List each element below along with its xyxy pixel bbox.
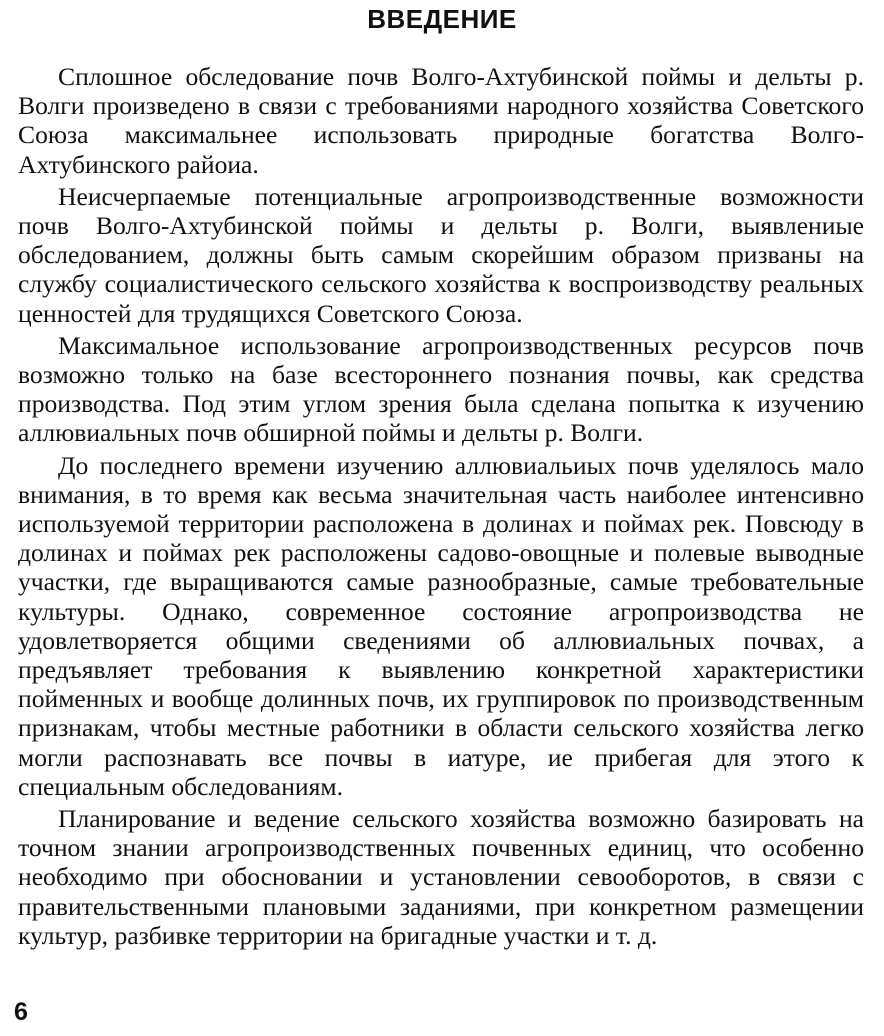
paragraph-4: До последнего времени изучению аллювиальиых почв уделялось мало внимания, в то время как весьма значительная часть наиболее интенсивно используемой территории расположена в долинах и поймах рек. Повсюду в долинах и поймах рек расположены садово-овощные и полевые выводные участки, где выращиваются самые разнообразные, самые требовательные культуры. Однако, современное состояние агропроизводства не удовлетворяется общими сведениями об аллювиальных почвах, а предъявляет требования к выявлению конкретной характеристики пойменных и вообще долинных почв, их группировок по производственным признакам, чтобы местные работники в области сельского хозяйства легко могли распознавать все почвы в иатуре, ие прибегая для этого к специальным обследованиям. — [18, 450, 864, 801]
paragraph-2: Неисчерпаемые потенциальные агропроизводственные возможности почв Волго-Ахтубинской поймы и дельты р. Волги, выявлениые обследованием, должны быть самым скорейшим образом призваны на службу социалистического сельского хозяйства к воспроизводству реальных ценностей для трудящихся Советского Союза. — [18, 181, 864, 328]
body-text — [18, 62, 864, 953]
paragraph-3: Максимальное использование агропроизводственных ресурсов почв возможно только на базе всестороннего познания почвы, как средства производства. Под этим углом зрения была сделана попытка к изучению аллювиальных почв обширной поймы и дельты р. Волги. — [18, 330, 864, 448]
paragraph-1: Сплошное обследование почв Волго-Ахтубинской поймы и дельты р. Волги произведено в связи с требованиями народного хозяйства Советского Союза максимальнее использовать природные богатства Волго-Ахтубинского райоиа. — [18, 62, 864, 179]
page-number: 6 — [14, 998, 28, 1026]
paragraph-5: Планирование и ведение сельского хозяйства возможно базировать на точном знании агропроизводственных почвенных единиц, что особенно необходимо при обосновании и установлении севооборотов, в связи с правительственными плановыми заданиями, при конкретном размещении культур, разбивке территории на бригадные участки и т. д. — [18, 804, 864, 950]
page-title: ВВЕДЕНИЕ — [367, 4, 517, 34]
